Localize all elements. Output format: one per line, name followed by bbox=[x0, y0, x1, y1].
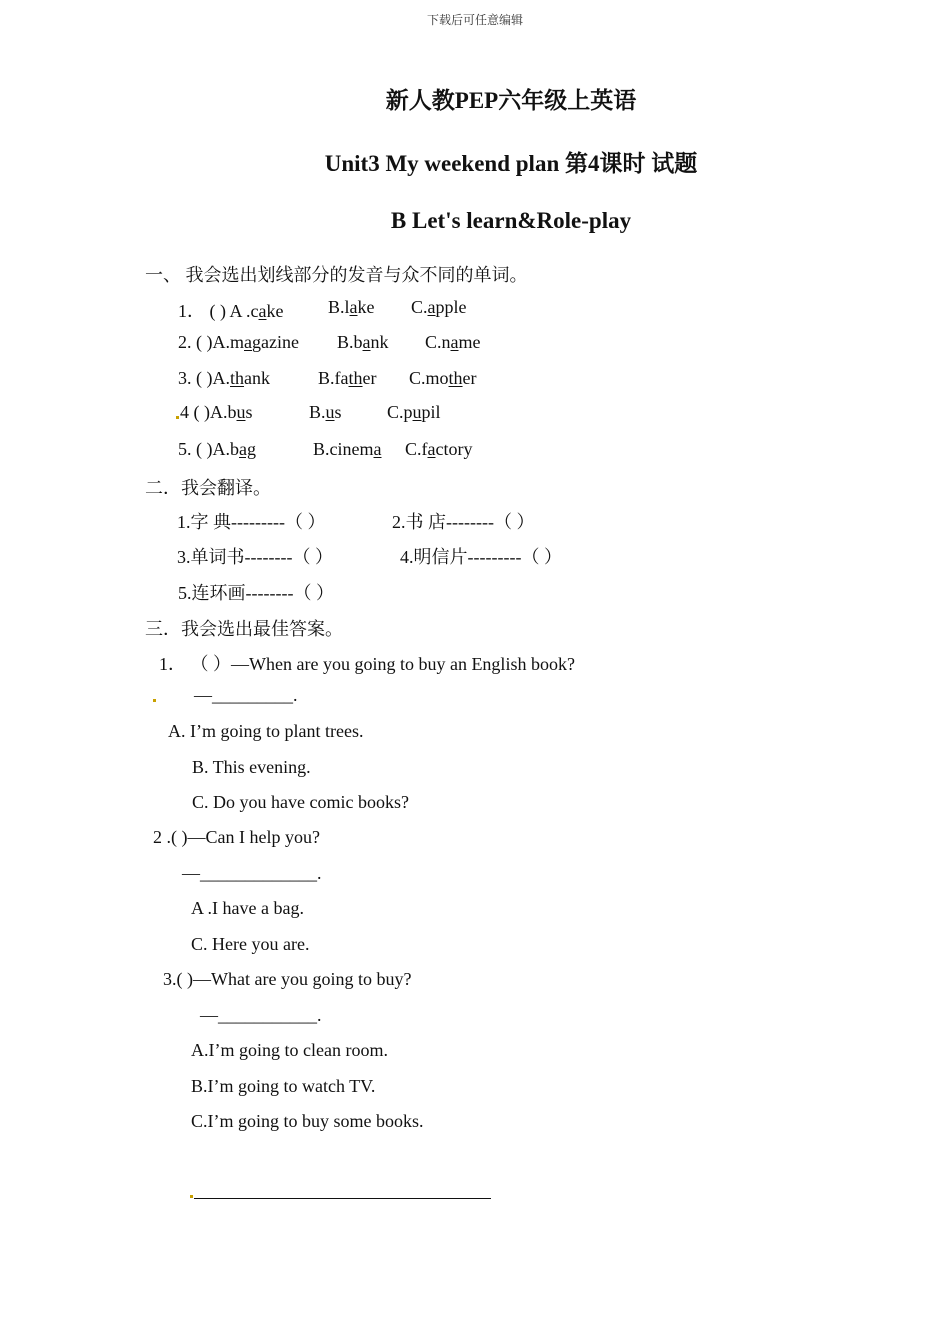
s3-q2-stem: 2 .( )—Can I help you? bbox=[153, 827, 320, 847]
editor-mark bbox=[190, 1195, 193, 1198]
s3-q3-option-c: C.I’m going to buy some books. bbox=[191, 1111, 424, 1131]
s3-q3-blank: —___________. bbox=[200, 1005, 322, 1025]
s3-q1-option-a: A. I’m going to plant trees. bbox=[168, 721, 364, 741]
s2-item-2: 2.书 店--------（ ） bbox=[392, 512, 535, 532]
s2-item-4: 4.明信片---------（ ） bbox=[400, 547, 562, 567]
section-2-title: 二．我会翻译。 bbox=[145, 478, 271, 498]
section-1-title: 一、 我会选出划线部分的发音与众不同的单词。 bbox=[145, 265, 528, 285]
page-header: 下载后可任意编辑 bbox=[426, 13, 523, 27]
editor-mark bbox=[153, 699, 156, 702]
s2-item-5: 5.连环画--------（ ） bbox=[178, 583, 334, 603]
s3-q1-blank: —_________. bbox=[194, 685, 298, 705]
title-line-2: Unit3 My weekend plan 第4课时 试题 bbox=[324, 151, 698, 176]
s3-q3-option-b: B.I’m going to watch TV. bbox=[191, 1076, 376, 1096]
footer-rule bbox=[194, 1198, 491, 1199]
section-3-title: 三．我会选出最佳答案。 bbox=[145, 619, 343, 639]
s1-q4: 4 ( )A.bus B.us C.pupil bbox=[180, 402, 441, 422]
s2-item-3: 3.单词书--------（ ） bbox=[177, 547, 333, 567]
s3-q2-option-c: C. Here you are. bbox=[191, 934, 310, 954]
s1-q2: 2. ( )A.magazine B.bank C.name bbox=[178, 332, 481, 352]
s3-q2-option-a: A .I have a bag. bbox=[191, 898, 304, 918]
s1-q1: 1． ( ) A .cake B.lake C.apple bbox=[178, 297, 467, 321]
title-line-1: 新人教PEP六年级上英语 bbox=[385, 88, 637, 113]
title-line-3: B Let's learn&Role-play bbox=[390, 208, 632, 233]
s3-q2-blank: —_____________. bbox=[182, 863, 322, 883]
s3-q1-option-c: C. Do you have comic books? bbox=[192, 792, 409, 812]
s3-q3-option-a: A.I’m going to clean room. bbox=[191, 1040, 388, 1060]
s3-q1-option-b: B. This evening. bbox=[192, 757, 311, 777]
s1-q3: 3. ( )A.thank B.father C.mother bbox=[178, 368, 477, 388]
editor-mark bbox=[176, 416, 179, 419]
s3-q1-stem: 1． （ ）—When are you going to buy an English book? bbox=[159, 654, 575, 674]
s3-q3-stem: 3.( )—What are you going to buy? bbox=[163, 969, 412, 989]
s2-item-1: 1.字 典---------（ ） bbox=[177, 512, 326, 532]
s1-q5: 5. ( )A.bag B.cinema C.factory bbox=[178, 439, 473, 459]
